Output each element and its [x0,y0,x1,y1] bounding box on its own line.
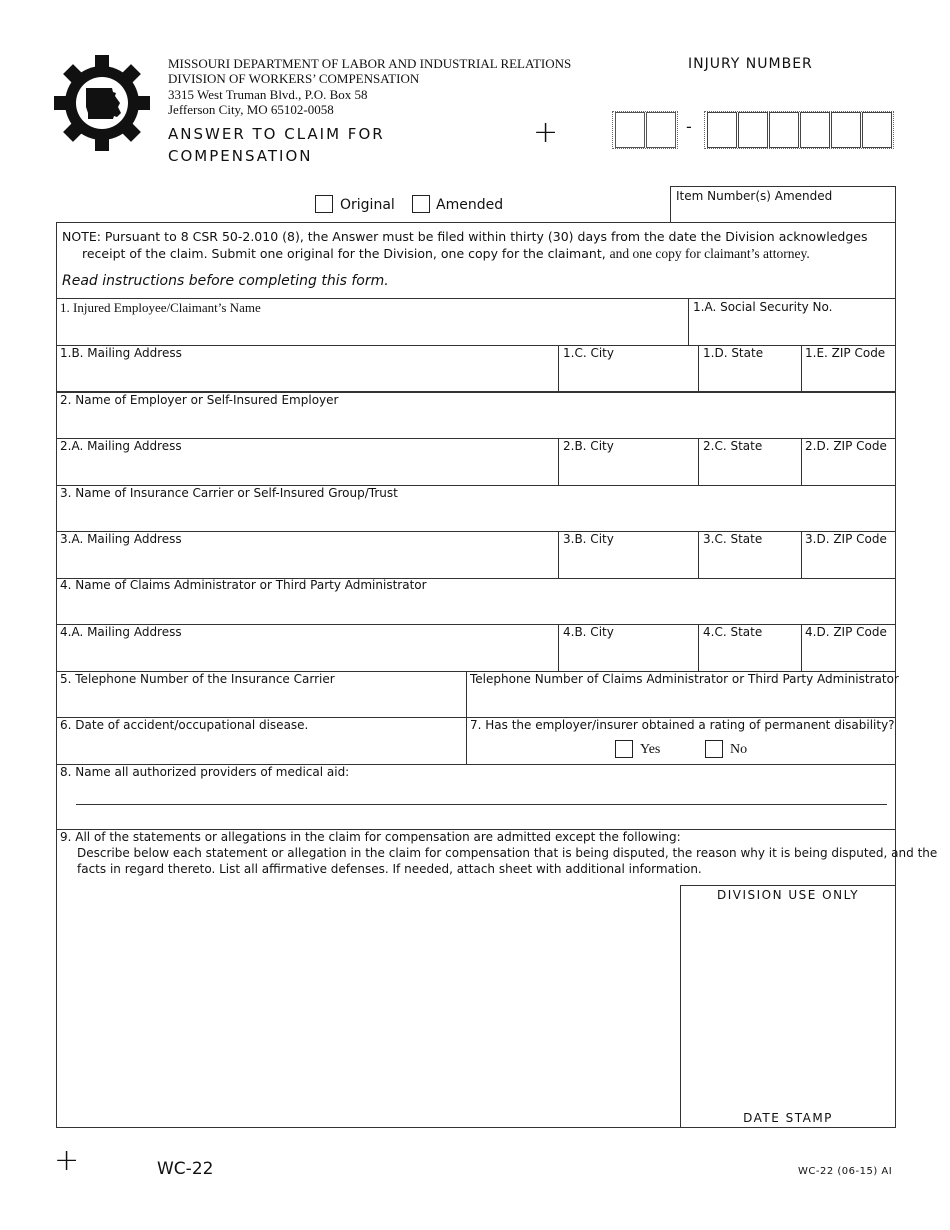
items-amended-label: Item Number(s) Amended [676,189,833,203]
claimant-name-field[interactable] [56,298,688,345]
claimant-state-field[interactable] [698,345,801,391]
items-amended-field[interactable] [670,186,896,223]
date-stamp-label: DATE STAMP [743,1111,833,1125]
disputed-instructions-line-1: Describe below each statement or allegation in the claim for compensation that is being disputed, the reason why it is being disputed, and the [77,846,938,860]
disability-rating-question: 7. Has the employer/insurer obtained a rating of permanent disability? [470,718,895,732]
administrator-phone-field[interactable] [466,671,899,717]
administrator-zip-label: 4.D. ZIP Code [805,625,887,639]
claimant-city-field[interactable] [558,345,698,391]
note-line-1: NOTE: Pursuant to 8 CSR 50-2.010 (8), the Answer must be filed within thirty (30) days from the date the Division acknowledges [62,229,868,244]
insurer-address-label: 3.A. Mailing Address [60,532,182,546]
insurer-city-label: 3.B. City [563,532,614,546]
employer-city-label: 2.B. City [563,439,614,453]
injury-number-dash: - [686,117,692,136]
disputed-instructions-line-2: facts in regard thereto. List all affirmative defenses. If needed, attach sheet with additional information. [77,862,702,876]
note-line-2: receipt of the claim. Submit one original for the Division, one copy for the claimant, and one copy for claimant’s attorney. [82,246,810,261]
injury-number-label: INJURY NUMBER [688,56,813,72]
employer-state-field[interactable] [698,438,801,485]
disputed-statements-label: 9. All of the statements or allegations in the claim for compensation are admitted except the following: [60,830,681,844]
administrator-address-field[interactable] [56,624,558,671]
original-label: Original [340,197,395,213]
claimant-city-label: 1.C. City [563,346,614,360]
administrator-city-label: 4.B. City [563,625,614,639]
employer-state-label: 2.C. State [703,439,763,453]
disability-no-checkbox[interactable] [705,740,723,758]
medical-providers-field[interactable] [76,784,887,805]
employer-name-label: 2. Name of Employer or Self-Insured Employer [60,393,339,407]
injury-number-prefix[interactable] [612,111,678,149]
insurer-address-field[interactable] [56,531,558,578]
ssn-field[interactable] [688,298,896,345]
insurer-zip-label: 3.D. ZIP Code [805,532,887,546]
insurer-state-label: 3.C. State [703,532,763,546]
claimant-name-label: 1. Injured Employee/Claimant’s Name [60,300,261,315]
division-use-only-title: DIVISION USE ONLY [716,888,860,902]
form-revision: WC-22 (06-15) AI [798,1166,893,1177]
disability-yes-checkbox[interactable] [615,740,633,758]
medical-providers-label: 8. Name all authorized providers of medical aid: [60,765,350,779]
administrator-zip-field[interactable] [801,624,896,671]
claimant-state-label: 1.D. State [703,346,764,360]
employer-address-field[interactable] [56,438,558,485]
claimant-address-field[interactable] [56,345,558,391]
division-name: DIVISION OF WORKERS’ COMPENSATION [168,71,420,86]
amended-checkbox[interactable] [412,195,430,213]
original-checkbox[interactable] [315,195,333,213]
employer-zip-field[interactable] [801,438,896,485]
administrator-state-field[interactable] [698,624,801,671]
form-title-line-2: COMPENSATION [168,147,313,165]
form-title-line-1: ANSWER TO CLAIM FOR [168,125,385,143]
accident-date-field[interactable] [56,717,466,764]
administrator-name-field[interactable] [56,578,896,624]
insurer-state-field[interactable] [698,531,801,578]
registration-crosshair: + [533,115,559,150]
footer-crosshair: + [54,1143,80,1178]
amended-label: Amended [436,197,504,213]
claimant-zip-label: 1.E. ZIP Code [805,346,886,360]
accident-date-label: 6. Date of accident/occupational disease. [60,718,309,732]
form-code: WC-22 [157,1159,214,1179]
insurer-phone-label: 5. Telephone Number of the Insurance Carrier [60,672,335,686]
gear-missouri-seal-icon [54,55,150,151]
claimant-address-label: 1.B. Mailing Address [60,346,182,360]
disability-no-label: No [730,742,748,757]
administrator-address-label: 4.A. Mailing Address [60,625,182,639]
disability-rating-group [466,717,896,764]
claimant-zip-field[interactable] [801,345,896,391]
employer-city-field[interactable] [558,438,698,485]
administrator-city-field[interactable] [558,624,698,671]
insurer-city-field[interactable] [558,531,698,578]
disability-yes-label: Yes [640,742,661,757]
employer-name-field[interactable] [56,391,896,438]
injury-number-suffix[interactable] [704,111,894,149]
address-line-2: Jefferson City, MO 65102-0058 [168,102,334,117]
administrator-name-label: 4. Name of Claims Administrator or Third Party Administrator [60,578,427,592]
employer-zip-label: 2.D. ZIP Code [805,439,887,453]
administrator-state-label: 4.C. State [703,625,763,639]
insurer-phone-field[interactable] [56,671,466,717]
address-line-1: 3315 West Truman Blvd., P.O. Box 58 [168,87,368,102]
read-instructions: Read instructions before completing this form. [62,273,389,289]
division-use-only-box [680,885,896,1128]
insurer-name-label: 3. Name of Insurance Carrier or Self-Insured Group/Trust [60,486,398,500]
agency-name: MISSOURI DEPARTMENT OF LABOR AND INDUSTRIAL RELATIONS [168,56,572,71]
administrator-phone-label: Telephone Number of Claims Administrator or Third Party Administrator [470,672,899,686]
insurer-zip-field[interactable] [801,531,896,578]
insurer-name-field[interactable] [56,485,896,531]
disputed-statements-field[interactable] [60,886,676,1124]
employer-address-label: 2.A. Mailing Address [60,439,182,453]
ssn-label: 1.A. Social Security No. [693,300,833,314]
